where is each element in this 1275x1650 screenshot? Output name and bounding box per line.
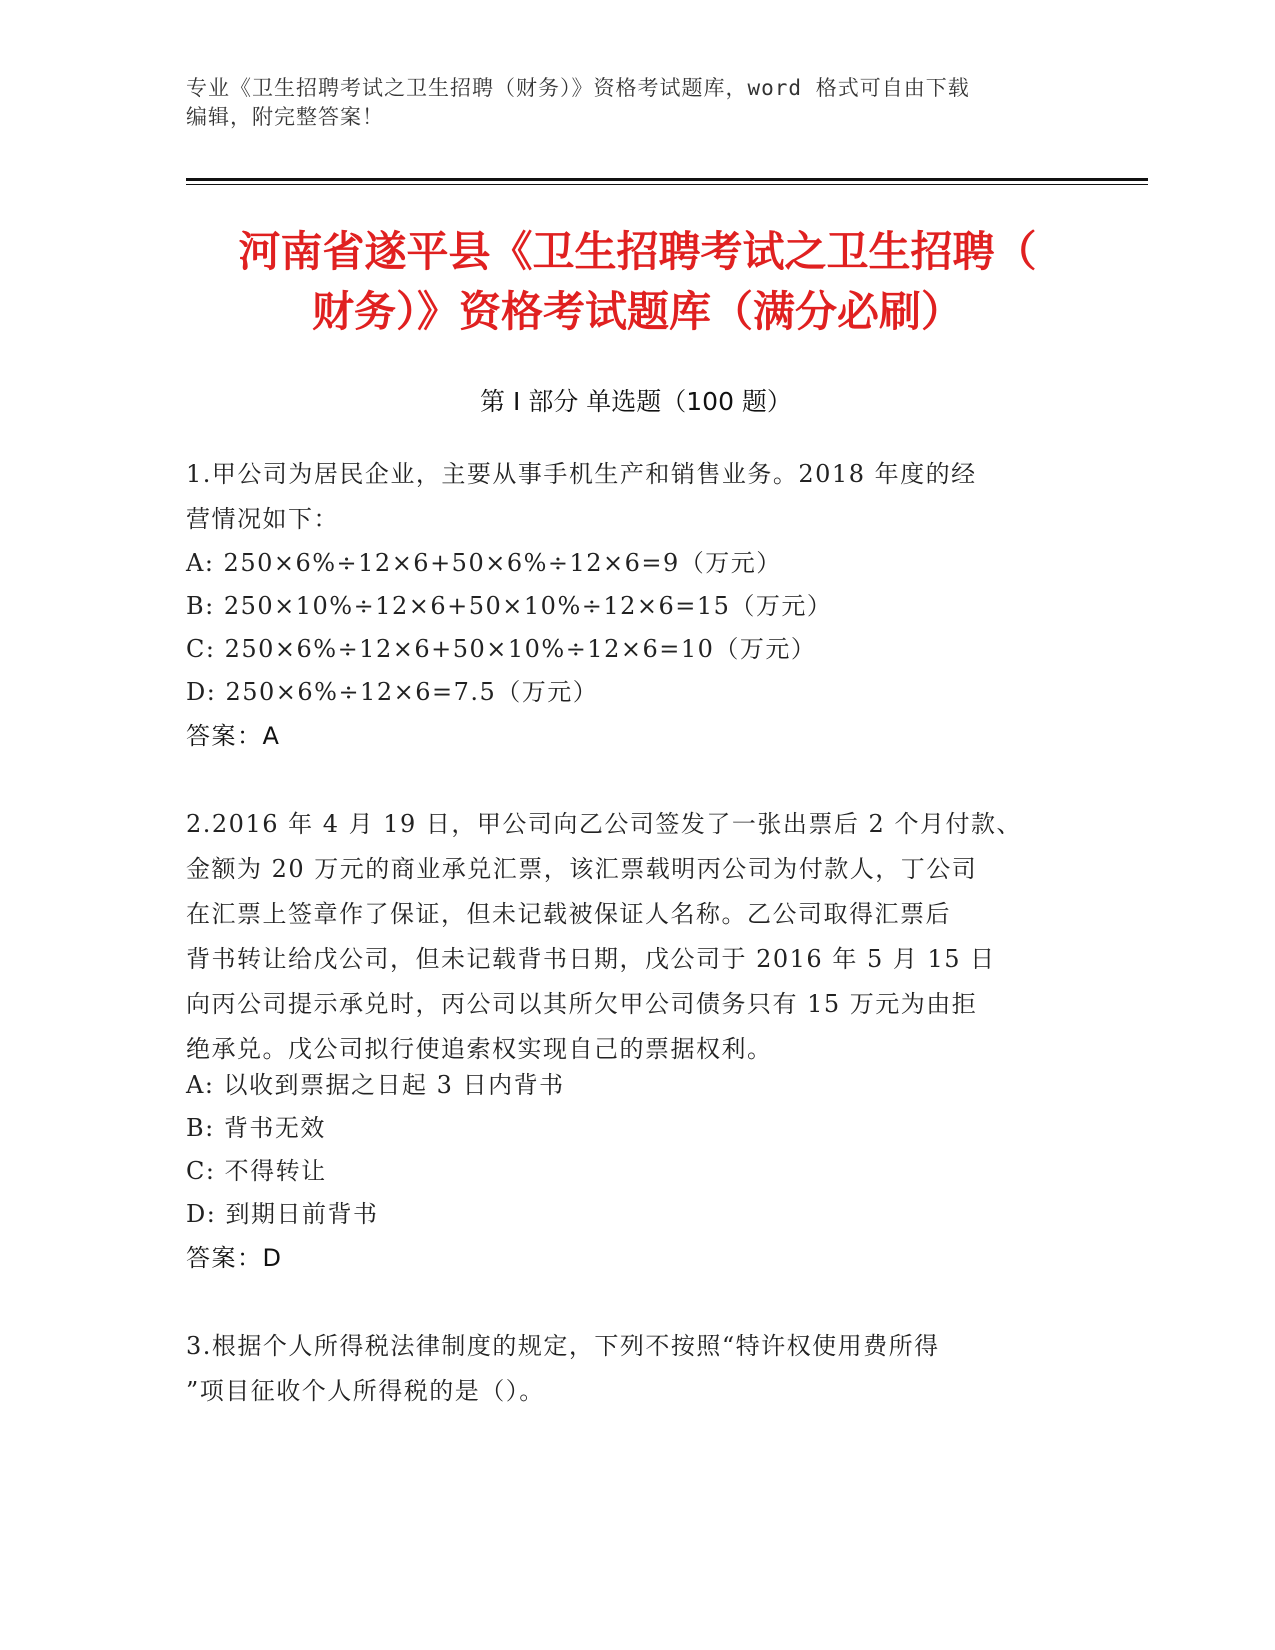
question-2-option-b: B: 背书无效 [186,1114,326,1142]
question-3-line-1: 3.根据个人所得税法律制度的规定，下列不按照“特许权使用费所得 [186,1332,940,1360]
question-2-option-c: C: 不得转让 [186,1157,327,1185]
header-note-line-1: 专业《卫生招聘考试之卫生招聘（财务）》资格考试题库，word 格式可自由下载 [186,76,970,100]
question-2-line-4: 背书转让给戊公司，但未记载背书日期，戊公司于 2016 年 5 月 15 日 [186,945,996,973]
question-1-line-1: 1.甲公司为居民企业，主要从事手机生产和销售业务。2018 年度的经 [186,460,977,488]
question-1-option-d: D: 250×6%÷12×6=7.5（万元） [186,678,599,706]
header-note [186,74,1086,132]
question-1-option-a: A: 250×6%÷12×6+50×6%÷12×6=9（万元） [186,549,782,577]
header-divider-thin [186,184,1148,185]
question-1-line-2: 营情况如下： [186,505,339,533]
question-2-option-d: D: 到期日前背书 [186,1200,379,1228]
question-2-answer: 答案：D [186,1244,283,1272]
question-1-option-c: C: 250×6%÷12×6+50×10%÷12×6=10（万元） [186,635,817,663]
question-1-text [186,452,977,542]
question-2-text [186,802,1022,1072]
question-1-answer: 答案：A [186,722,281,750]
question-2-line-3: 在汇票上签章作了保证，但未记载被保证人名称。乙公司取得汇票后 [186,900,951,928]
question-2-option-a: A: 以收到票据之日起 3 日内背书 [186,1071,565,1099]
document-title-line-1: 河南省遂平县《卫生招聘考试之卫生招聘（ [238,227,1037,276]
question-1-option-b: B: 250×10%÷12×6+50×10%÷12×6=15（万元） [186,592,833,620]
question-3-line-2: ”项目征收个人所得税的是（）。 [186,1377,545,1405]
question-2-line-5: 向丙公司提示承兑时，丙公司以其所欠甲公司债务只有 15 万元为由拒 [186,990,978,1018]
header-note-line-2: 编辑，附完整答案！ [186,105,384,129]
question-2-line-1: 2.2016 年 4 月 19 日，甲公司向乙公司签发了一张出票后 2 个月付款、 [186,810,1022,838]
question-2-line-2: 金额为 20 万元的商业承兑汇票，该汇票载明丙公司为付款人，丁公司 [186,855,978,883]
section-title: 第 I 部分 单选题（100 题） [480,387,792,416]
document-title [150,222,1125,342]
header-divider-thick [186,178,1148,181]
question-2-line-6: 绝承兑。戊公司拟行使追索权实现自己的票据权利。 [186,1035,773,1063]
document-title-line-2: 财务）》资格考试题库（满分必刷） [311,287,963,336]
question-3-text [186,1324,940,1414]
